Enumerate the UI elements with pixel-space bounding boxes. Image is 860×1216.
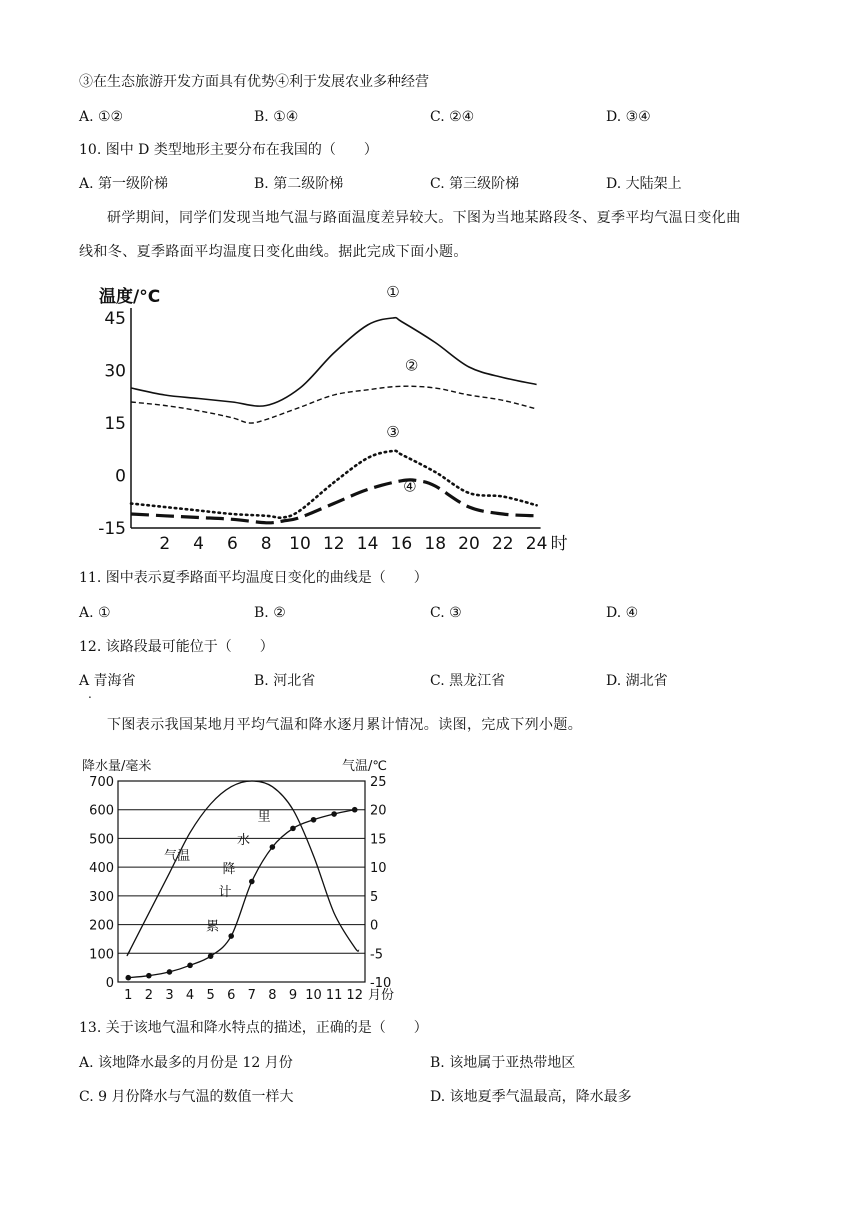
chart2-left-tick: 0 — [105, 976, 114, 991]
chart1-ytick: 15 — [104, 414, 126, 434]
chart1-xtick: 6 — [226, 534, 238, 554]
chart2-left-tick: 400 — [89, 861, 114, 877]
chart2-right-tick: 5 — [370, 889, 379, 905]
chart2-left-tick: 700 — [89, 775, 114, 790]
chart2-accumulation-point — [352, 807, 358, 813]
chart2-xtick: 11 — [325, 988, 343, 1003]
q13-stem: 13. 关于该地气温和降水特点的描述，正确的是（ ） — [79, 1020, 428, 1036]
chart2-accumulation-point — [290, 826, 296, 832]
chart2-xtick: 5 — [206, 988, 215, 1003]
chart1-curve-label-1: ① — [386, 283, 400, 301]
chart2-xtick: 7 — [247, 988, 256, 1003]
q9-tail: ③在生态旅游开发方面具有优势④利于发展农业多种经营 — [79, 74, 429, 90]
chart1-xtick: 24 — [525, 534, 548, 554]
chart1-ytick: -15 — [98, 519, 126, 539]
q12-option-d[interactable]: D. 湖北省 — [606, 673, 668, 689]
chart2-right-tick: 10 — [370, 861, 387, 877]
q10-option-b[interactable]: B. 第二级阶梯 — [254, 176, 344, 192]
chart2-xtick: 4 — [185, 988, 195, 1003]
chart1-xtick: 16 — [390, 534, 413, 554]
chart2-accumulation-char: 计 — [218, 884, 232, 900]
chart2-left-tick: 100 — [89, 947, 114, 963]
chart1-curve-1 — [131, 318, 537, 406]
chart1-curve-label-2: ② — [404, 356, 419, 375]
chart2-accumulation-char: 水 — [237, 833, 251, 849]
climate-accumulation-chart — [0, 740, 420, 1010]
chart1-xtick: 10 — [289, 534, 311, 554]
chart2-xtick: 2 — [144, 988, 154, 1003]
chart2-xunit: 月份 — [368, 988, 395, 1003]
chart2-accumulation-point — [167, 969, 173, 975]
chart2-xtick: 12 — [346, 988, 363, 1003]
chart2-ylabel-right: 气温/℃ — [342, 759, 387, 774]
temperature-daily-chart — [0, 0, 860, 560]
chart2-right-tick: 0 — [370, 918, 379, 934]
chart1-curve-4 — [131, 480, 537, 523]
chart1-xtick: 18 — [424, 534, 447, 554]
chart2-left-tick: 200 — [89, 918, 114, 934]
chart2-right-tick: 25 — [370, 775, 387, 790]
chart2-accumulation-point — [208, 953, 214, 959]
passage1-line1: 研学期间，同学们发现当地气温与路面温度差异较大。下图为当地某路段冬、夏季平均气温日变化曲 — [107, 210, 741, 226]
q10-option-c[interactable]: C. 第三级阶梯 — [430, 176, 520, 192]
chart1-xtick: 2 — [159, 534, 171, 554]
chart2-right-tick: -5 — [370, 947, 383, 963]
q13-option-d[interactable]: D. 该地夏季气温最高，降水最多 — [430, 1089, 632, 1105]
chart2-temp-label: 气温 — [164, 849, 191, 864]
q13-option-b[interactable]: B. 该地属于亚热带地区 — [430, 1055, 576, 1071]
q13-option-a[interactable]: A. 该地降水最多的月份是 12 月份 — [79, 1055, 293, 1071]
chart2-accumulation-char: 里 — [257, 810, 271, 826]
chart2-xtick: 8 — [268, 988, 277, 1003]
q11-stem: 11. 图中表示夏季路面平均温度日变化的曲线是（ ） — [79, 570, 428, 586]
chart1-curve-label-4: ④ — [403, 477, 417, 496]
chart1-xtick: 22 — [491, 534, 514, 554]
chart2-temperature-curve — [127, 781, 359, 956]
chart2-accumulation-point — [187, 963, 193, 969]
chart2-xtick: 1 — [124, 988, 133, 1003]
chart2-accumulation-point — [249, 879, 255, 885]
q10-stem: 10. 图中 D 类型地形主要分布在我国的（ ） — [79, 142, 378, 158]
chart2-accumulation-point — [146, 973, 152, 979]
chart1-ytick: 0 — [115, 466, 126, 487]
chart2-xtick: 6 — [227, 988, 236, 1003]
q12-stray-dot: . — [88, 687, 92, 701]
q12-option-a[interactable]: A 青海省 — [79, 673, 136, 689]
chart2-left-tick: 600 — [89, 803, 114, 819]
q10-option-d[interactable]: D. 大陆架上 — [606, 176, 682, 192]
chart1-xunit: 时 — [550, 534, 568, 554]
chart2-accumulation-point — [331, 811, 337, 817]
chart1-curve-3 — [131, 451, 537, 518]
chart2-accumulation-char: 累 — [206, 919, 220, 935]
chart1-xtick: 12 — [322, 534, 345, 554]
chart2-accumulation-point — [125, 975, 131, 981]
chart2-accumulation-point — [311, 817, 317, 823]
chart1-curve-2 — [131, 386, 537, 423]
chart2-xtick: 9 — [288, 988, 298, 1003]
chart2-left-tick: 500 — [89, 832, 114, 848]
chart1-xtick: 8 — [260, 534, 272, 554]
chart2-right-tick: 20 — [370, 803, 387, 819]
chart2-xtick: 10 — [305, 988, 322, 1003]
chart1-xtick: 14 — [356, 534, 379, 554]
chart2-frame — [118, 781, 365, 982]
passage1-line2: 线和冬、夏季路面平均温度日变化曲线。据此完成下面小题。 — [79, 244, 468, 260]
chart2-ylabel-left: 降水量/毫米 — [82, 759, 152, 774]
chart2-right-tick: 15 — [370, 832, 387, 848]
chart1-ytick: 45 — [104, 309, 126, 329]
chart2-accumulation-char: 降 — [222, 861, 236, 877]
q9-option-d[interactable]: D. ③④ — [606, 109, 651, 125]
passage2: 下图表示我国某地月平均气温和降水逐月累计情况。读图，完成下列小题。 — [107, 717, 583, 733]
q12-stem: 12. 该路段最可能位于（ ） — [79, 639, 274, 655]
q10-option-a[interactable]: A. 第一级阶梯 — [79, 176, 169, 192]
chart1-ytick: 30 — [104, 361, 126, 382]
q11-option-b[interactable]: B. ② — [254, 605, 286, 621]
chart2-xtick: 3 — [165, 988, 174, 1003]
q9-option-b[interactable]: B. ①④ — [254, 109, 299, 125]
q9-option-c[interactable]: C. ②④ — [430, 109, 475, 125]
chart2-accumulation-point — [228, 933, 234, 939]
q12-option-b[interactable]: B. 河北省 — [254, 673, 316, 689]
chart1-curve-label-3: ③ — [386, 423, 400, 441]
chart2-left-tick: 300 — [89, 889, 114, 905]
q9-option-a[interactable]: A. ①② — [79, 109, 124, 125]
chart2-right-tick: -10 — [370, 976, 392, 991]
q11-option-a[interactable]: A. ① — [79, 605, 111, 621]
q11-option-d[interactable]: D. ④ — [606, 605, 639, 621]
q13-option-c[interactable]: C. 9 月份降水与气温的数值一样大 — [79, 1089, 294, 1105]
chart1-xtick: 4 — [193, 534, 205, 554]
chart1-xtick: 20 — [458, 534, 480, 554]
q11-option-c[interactable]: C. ③ — [430, 605, 462, 621]
q12-option-c[interactable]: C. 黑龙江省 — [430, 673, 506, 689]
chart2-accumulation-point — [270, 844, 276, 850]
chart1-ylabel: 温度/°C — [99, 287, 161, 307]
